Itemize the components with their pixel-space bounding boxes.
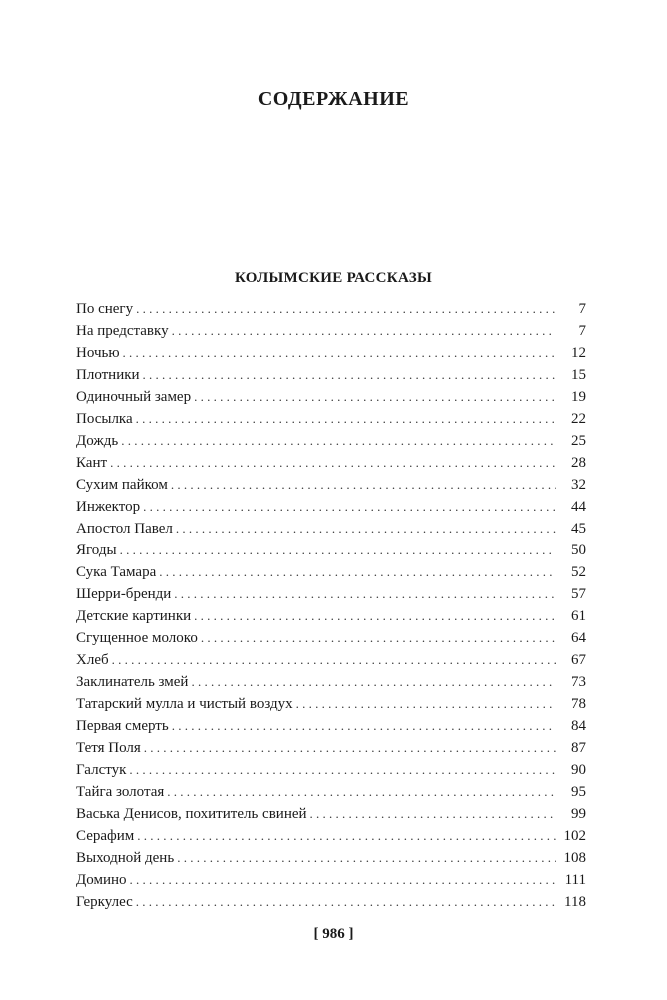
- dot-leader: [194, 605, 556, 627]
- toc-entry: [76, 605, 586, 627]
- toc-entry-page: 44: [571, 498, 586, 515]
- toc-entry-title: Плотники: [76, 366, 140, 383]
- toc-entry-page: 102: [563, 827, 586, 844]
- dot-leader: [176, 518, 556, 540]
- section-heading: КОЛЫМСКИЕ РАССКАЗЫ: [235, 270, 432, 286]
- toc-entry: [76, 825, 586, 847]
- dot-leader: [172, 320, 556, 342]
- dot-leader: [167, 781, 556, 803]
- toc-entry-page: 52: [571, 564, 586, 581]
- toc-entry-title: Галстук: [76, 762, 127, 779]
- toc-entry-title: Домино: [76, 871, 127, 888]
- toc-entry-title: Апостол Павел: [76, 520, 173, 537]
- toc-entry-title: Сука Тамара: [76, 564, 157, 581]
- toc-entry-page: 90: [571, 762, 586, 779]
- dot-leader: [112, 649, 556, 671]
- toc-entry-page: 25: [571, 432, 586, 449]
- toc-entry: [76, 561, 586, 583]
- dot-leader: [144, 737, 556, 759]
- toc-entry-page: 61: [571, 608, 586, 625]
- toc-entry: [76, 408, 586, 430]
- toc-entry: [76, 518, 586, 540]
- toc-entry: [76, 759, 586, 781]
- toc-entry-page: 99: [571, 805, 586, 822]
- dot-leader: [137, 825, 556, 847]
- toc-entry-title: На представку: [76, 322, 169, 339]
- page-title: СОДЕРЖАНИЕ: [257, 88, 410, 110]
- toc-entry-title: Сухим пайком: [76, 476, 168, 493]
- toc-entry: [76, 452, 586, 474]
- toc-entry-page: 50: [571, 542, 586, 559]
- toc-entry-page: 45: [571, 520, 586, 537]
- toc-entry: [76, 693, 586, 715]
- toc-entry-title: Ночью: [76, 344, 120, 361]
- toc-entry-title: Геркулес: [76, 893, 133, 910]
- dot-leader: [136, 891, 556, 913]
- toc-entry-page: 15: [571, 366, 586, 383]
- toc-entry-title: Кант: [76, 454, 108, 471]
- toc-entry-page: 108: [563, 849, 586, 866]
- dot-leader: [110, 452, 556, 474]
- toc-entry: [76, 496, 586, 518]
- toc-entry-title: Тайга золотая: [76, 783, 165, 800]
- toc-entry: [76, 781, 586, 803]
- toc-entry-title: Первая смерть: [76, 718, 169, 735]
- toc-entry-page: 7: [578, 301, 586, 317]
- toc-entry-title: Сгущенное молоко: [76, 630, 198, 647]
- dot-leader: [191, 671, 556, 693]
- toc-entry: [76, 869, 586, 891]
- toc-entry: [76, 320, 586, 342]
- dot-leader: [143, 496, 556, 518]
- toc-entry-title: Дождь: [76, 432, 119, 449]
- dot-leader: [310, 803, 556, 825]
- toc-entry-page: 22: [571, 410, 586, 427]
- toc-entry-title: Серафим: [76, 827, 135, 844]
- toc-entry: [76, 847, 586, 869]
- toc-entry-page: 7: [578, 322, 586, 339]
- toc-entry-title: Васька Денисов, похититель свиней: [76, 805, 307, 822]
- page-number: [ 986 ]: [313, 926, 354, 942]
- dot-leader: [129, 759, 556, 781]
- dot-leader: [201, 627, 556, 649]
- dot-leader: [120, 539, 556, 561]
- toc-entry-title: Посылка: [76, 410, 133, 427]
- toc-entry-page: 111: [564, 871, 586, 888]
- toc-entry-title: Заклинатель змей: [76, 674, 189, 691]
- toc-entry-page: 57: [571, 586, 586, 603]
- toc-entry-page: 28: [571, 454, 586, 471]
- toc-entry-page: 67: [571, 652, 586, 669]
- table-of-contents: [76, 298, 586, 913]
- dot-leader: [159, 561, 556, 583]
- toc-entry-page: 19: [571, 388, 586, 405]
- dot-leader: [143, 364, 556, 386]
- dot-leader: [123, 342, 556, 364]
- toc-entry-page: 64: [571, 630, 586, 647]
- toc-entry-page: 12: [571, 344, 586, 361]
- toc-entry: [76, 737, 586, 759]
- toc-entry-page: 73: [571, 674, 586, 691]
- toc-entry: [76, 430, 586, 452]
- toc-entry-title: Шерри-бренди: [76, 586, 172, 603]
- toc-entry-title: Одиночный замер: [76, 388, 192, 405]
- toc-entry: [76, 649, 586, 671]
- toc-entry-title: Инжектор: [76, 498, 141, 515]
- toc-entry: [76, 342, 586, 364]
- dot-leader: [174, 583, 556, 605]
- dot-leader: [171, 474, 556, 496]
- dot-leader: [177, 847, 556, 869]
- toc-entry-page: 87: [571, 740, 586, 757]
- toc-entry-title: Тетя Поля: [76, 740, 141, 757]
- dot-leader: [194, 386, 556, 408]
- toc-entry-title: Выходной день: [76, 849, 175, 866]
- toc-entry-page: 118: [564, 893, 586, 910]
- toc-entry: [76, 891, 586, 913]
- toc-entry: [76, 364, 586, 386]
- toc-entry-page: 95: [571, 783, 586, 800]
- toc-entry-title: По снегу: [76, 301, 134, 317]
- toc-entry: [76, 627, 586, 649]
- dot-leader: [172, 715, 556, 737]
- toc-entry-title: Детские картинки: [76, 608, 192, 625]
- toc-entry-title: Хлеб: [76, 652, 109, 669]
- toc-entry-page: 78: [571, 696, 586, 713]
- toc-entry: [76, 715, 586, 737]
- dot-leader: [130, 869, 557, 891]
- toc-entry: [76, 671, 586, 693]
- toc-entry: [76, 539, 586, 561]
- dot-leader: [136, 408, 556, 430]
- toc-entry: [76, 474, 586, 496]
- toc-entry: [76, 386, 586, 408]
- toc-entry-title: Ягоды: [76, 542, 117, 559]
- toc-entry: [76, 298, 586, 320]
- dot-leader: [136, 298, 556, 320]
- dot-leader: [296, 693, 556, 715]
- dot-leader: [121, 430, 556, 452]
- toc-entry-page: 32: [571, 476, 586, 493]
- toc-entry-page: 84: [571, 718, 586, 735]
- toc-entry-title: Татарский мулла и чистый воздух: [76, 696, 293, 713]
- toc-entry: [76, 803, 586, 825]
- toc-entry: [76, 583, 586, 605]
